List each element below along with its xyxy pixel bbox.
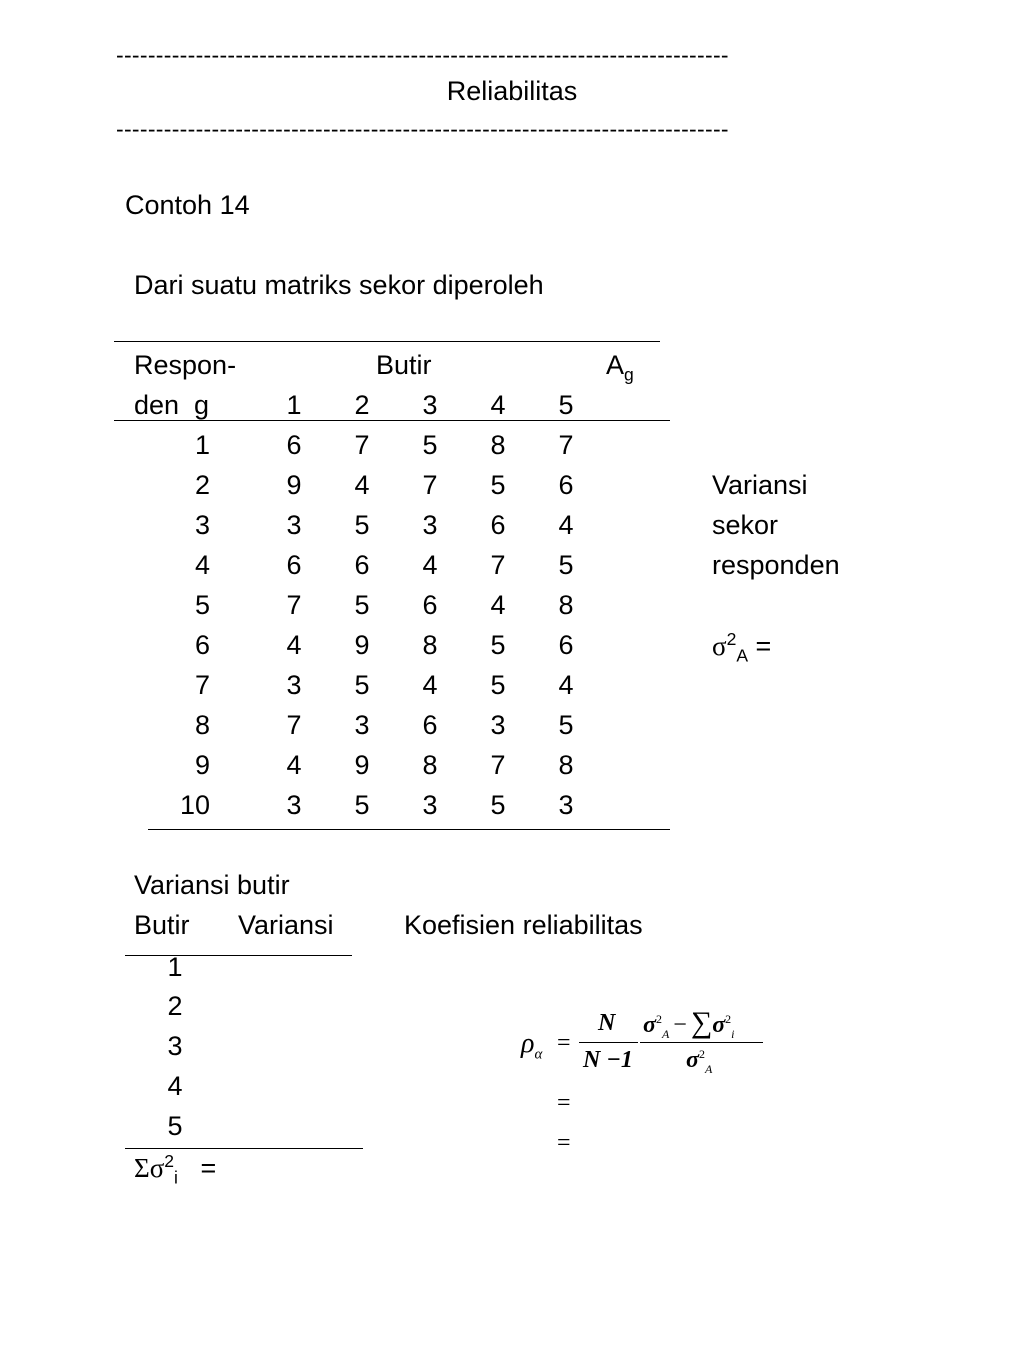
- score-cell: 9: [286, 470, 302, 500]
- score-cell: 6: [558, 630, 574, 660]
- score-cell: 8: [558, 590, 574, 620]
- respondent-number: 9: [194, 750, 210, 780]
- responden-header: Respon-: [134, 350, 237, 380]
- score-cell: 5: [422, 430, 438, 460]
- ag-header: $A_g$: [606, 350, 634, 385]
- item-variance-title: Variansi butir: [134, 870, 290, 900]
- score-cell: 4: [286, 630, 302, 660]
- score-cell: 3: [286, 510, 302, 540]
- page-title: Reliabilitas: [446, 76, 578, 106]
- score-cell: 5: [490, 790, 506, 820]
- score-cell: 5: [354, 670, 370, 700]
- score-cell: 7: [422, 470, 438, 500]
- score-cell: 8: [558, 750, 574, 780]
- score-cell: 7: [286, 590, 302, 620]
- table-header-rule: [114, 420, 670, 421]
- respondent-number: 3: [194, 510, 210, 540]
- respondent-number: 2: [194, 470, 210, 500]
- score-cell: 3: [286, 670, 302, 700]
- score-cell: 4: [422, 550, 438, 580]
- variance-sum-formula: $\Sigma\sigma^2_i$ =: [134, 1151, 217, 1188]
- score-cell: 6: [422, 590, 438, 620]
- score-cell: 4: [490, 590, 506, 620]
- responden-header-2: den g: [134, 390, 210, 420]
- example-title: Contoh 14: [125, 190, 250, 220]
- score-cell: 3: [422, 510, 438, 540]
- variance-item-number: 1: [167, 952, 183, 982]
- variance-bottom-rule: [125, 1148, 363, 1149]
- score-cell: 5: [490, 630, 506, 660]
- score-cell: 3: [558, 790, 574, 820]
- formula-equals: =: [557, 1030, 571, 1056]
- score-cell: 6: [558, 470, 574, 500]
- score-cell: 7: [490, 550, 506, 580]
- score-cell: 4: [286, 750, 302, 780]
- reliability-title: Koefisien reliabilitas: [404, 910, 643, 940]
- score-cell: 3: [354, 710, 370, 740]
- header-dash-line-top: -----------------------------------------------------------------------------: [116, 42, 729, 68]
- score-cell: 5: [558, 550, 574, 580]
- variance-item-number: 4: [167, 1071, 183, 1101]
- score-cell: 5: [354, 510, 370, 540]
- variance-item-number: 3: [167, 1031, 183, 1061]
- side-note-line-3: responden: [712, 550, 840, 580]
- score-cell: 9: [354, 750, 370, 780]
- header-dash-line-bottom: -----------------------------------------------------------------------------: [116, 116, 729, 142]
- respondent-variance-formula: $\sigma^2_A$ =: [712, 629, 772, 666]
- item-number: 1: [286, 390, 302, 420]
- score-cell: 7: [490, 750, 506, 780]
- respondent-number: 6: [194, 630, 210, 660]
- fraction-bar-n: [579, 1042, 638, 1043]
- score-cell: 5: [558, 710, 574, 740]
- item-number: 5: [558, 390, 574, 420]
- score-cell: 4: [354, 470, 370, 500]
- respondent-number: 4: [194, 550, 210, 580]
- score-cell: 6: [286, 430, 302, 460]
- score-cell: 3: [286, 790, 302, 820]
- score-cell: 5: [490, 470, 506, 500]
- result-equals-1: =: [557, 1090, 571, 1116]
- variansi-column-header: Variansi: [238, 910, 334, 940]
- rho-symbol: $\rho_\alpha$: [521, 1028, 543, 1063]
- score-cell: 5: [354, 790, 370, 820]
- score-cell: 4: [558, 670, 574, 700]
- score-cell: 6: [422, 710, 438, 740]
- score-cell: 6: [354, 550, 370, 580]
- fraction-bar-sigma: [640, 1042, 763, 1043]
- score-cell: 7: [354, 430, 370, 460]
- result-equals-2: =: [557, 1130, 571, 1156]
- score-cell: 4: [422, 670, 438, 700]
- respondent-number: 10: [179, 790, 210, 820]
- item-number: 2: [354, 390, 370, 420]
- score-cell: 3: [490, 710, 506, 740]
- respondent-number: 1: [194, 430, 210, 460]
- fraction-sigma-numerator: $\sigma^2_A - \sum\sigma^2_i$: [643, 1006, 735, 1041]
- butir-column-header: Butir: [134, 910, 190, 940]
- item-number: 3: [422, 390, 438, 420]
- score-cell: 6: [286, 550, 302, 580]
- fraction-n-denominator: N −1: [583, 1047, 633, 1073]
- variance-item-number: 2: [167, 991, 183, 1021]
- score-cell: 3: [422, 790, 438, 820]
- fraction-sigma-denominator: $\sigma^2_A$: [686, 1047, 713, 1076]
- variance-item-number: 5: [167, 1111, 183, 1141]
- butir-header: Butir: [376, 350, 432, 380]
- item-number: 4: [490, 390, 506, 420]
- score-cell: 8: [490, 430, 506, 460]
- respondent-number: 5: [194, 590, 210, 620]
- score-cell: 9: [354, 630, 370, 660]
- score-cell: 6: [490, 510, 506, 540]
- table-bottom-rule: [148, 829, 670, 830]
- score-cell: 5: [490, 670, 506, 700]
- side-note-line-1: Variansi: [712, 470, 808, 500]
- score-cell: 7: [558, 430, 574, 460]
- side-note-line-2: sekor: [712, 510, 779, 540]
- intro-text: Dari suatu matriks sekor diperoleh: [134, 270, 544, 300]
- respondent-number: 7: [194, 670, 210, 700]
- score-cell: 8: [422, 630, 438, 660]
- score-cell: 8: [422, 750, 438, 780]
- score-cell: 5: [354, 590, 370, 620]
- table-top-rule: [114, 341, 660, 342]
- respondent-number: 8: [194, 710, 210, 740]
- score-cell: 7: [286, 710, 302, 740]
- fraction-n-numerator: N: [598, 1010, 616, 1036]
- score-cell: 4: [558, 510, 574, 540]
